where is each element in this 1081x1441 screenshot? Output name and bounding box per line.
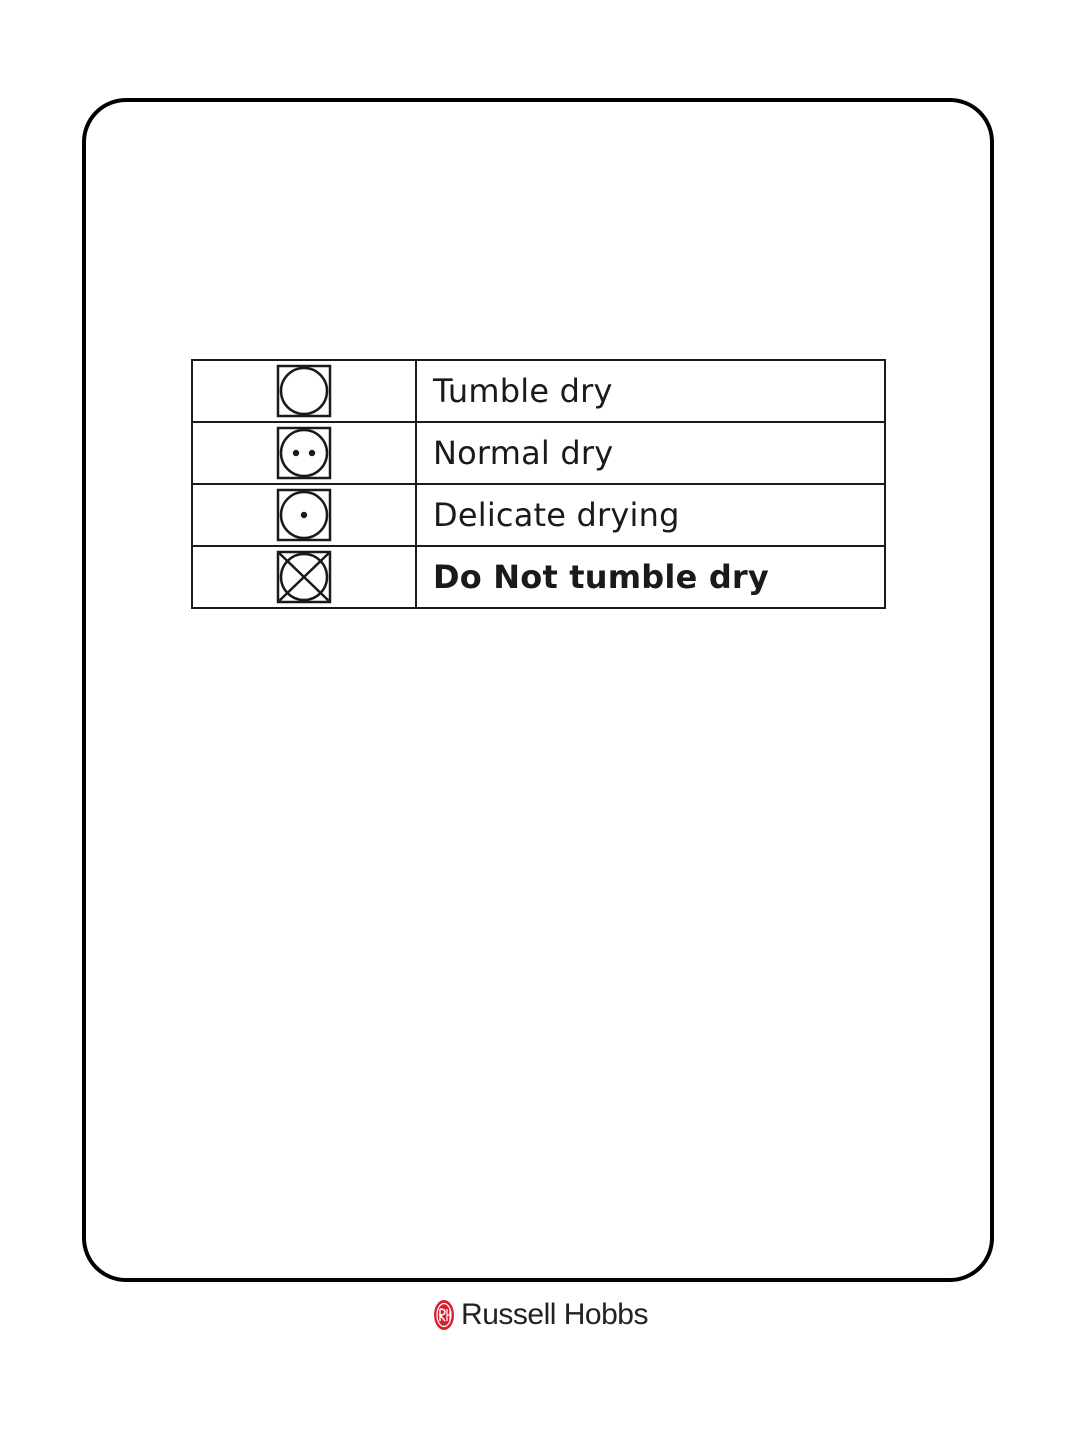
- brand-footer: [0, 1298, 1081, 1332]
- russell-hobbs-logo-icon: [433, 1299, 455, 1331]
- care-symbols-table: [191, 359, 886, 609]
- do-not-tumble-dry-icon: [276, 550, 332, 604]
- delicate-dry-icon: [276, 488, 332, 542]
- symbol-label: Tumble dry: [416, 360, 885, 422]
- symbol-label: Delicate drying: [416, 484, 885, 546]
- table-row: [192, 546, 885, 608]
- table-row: [192, 422, 885, 484]
- symbol-label: Normal dry: [416, 422, 885, 484]
- page-frame: [82, 98, 994, 1282]
- symbol-label: Do Not tumble dry: [416, 546, 885, 608]
- table-row: [192, 360, 885, 422]
- symbol-cell: [192, 546, 416, 608]
- brand-name: Russell Hobbs: [461, 1298, 648, 1331]
- symbol-cell: [192, 484, 416, 546]
- symbol-cell: [192, 422, 416, 484]
- tumble-dry-icon: [276, 364, 332, 418]
- table-row: [192, 484, 885, 546]
- normal-dry-icon: [276, 426, 332, 480]
- symbol-cell: [192, 360, 416, 422]
